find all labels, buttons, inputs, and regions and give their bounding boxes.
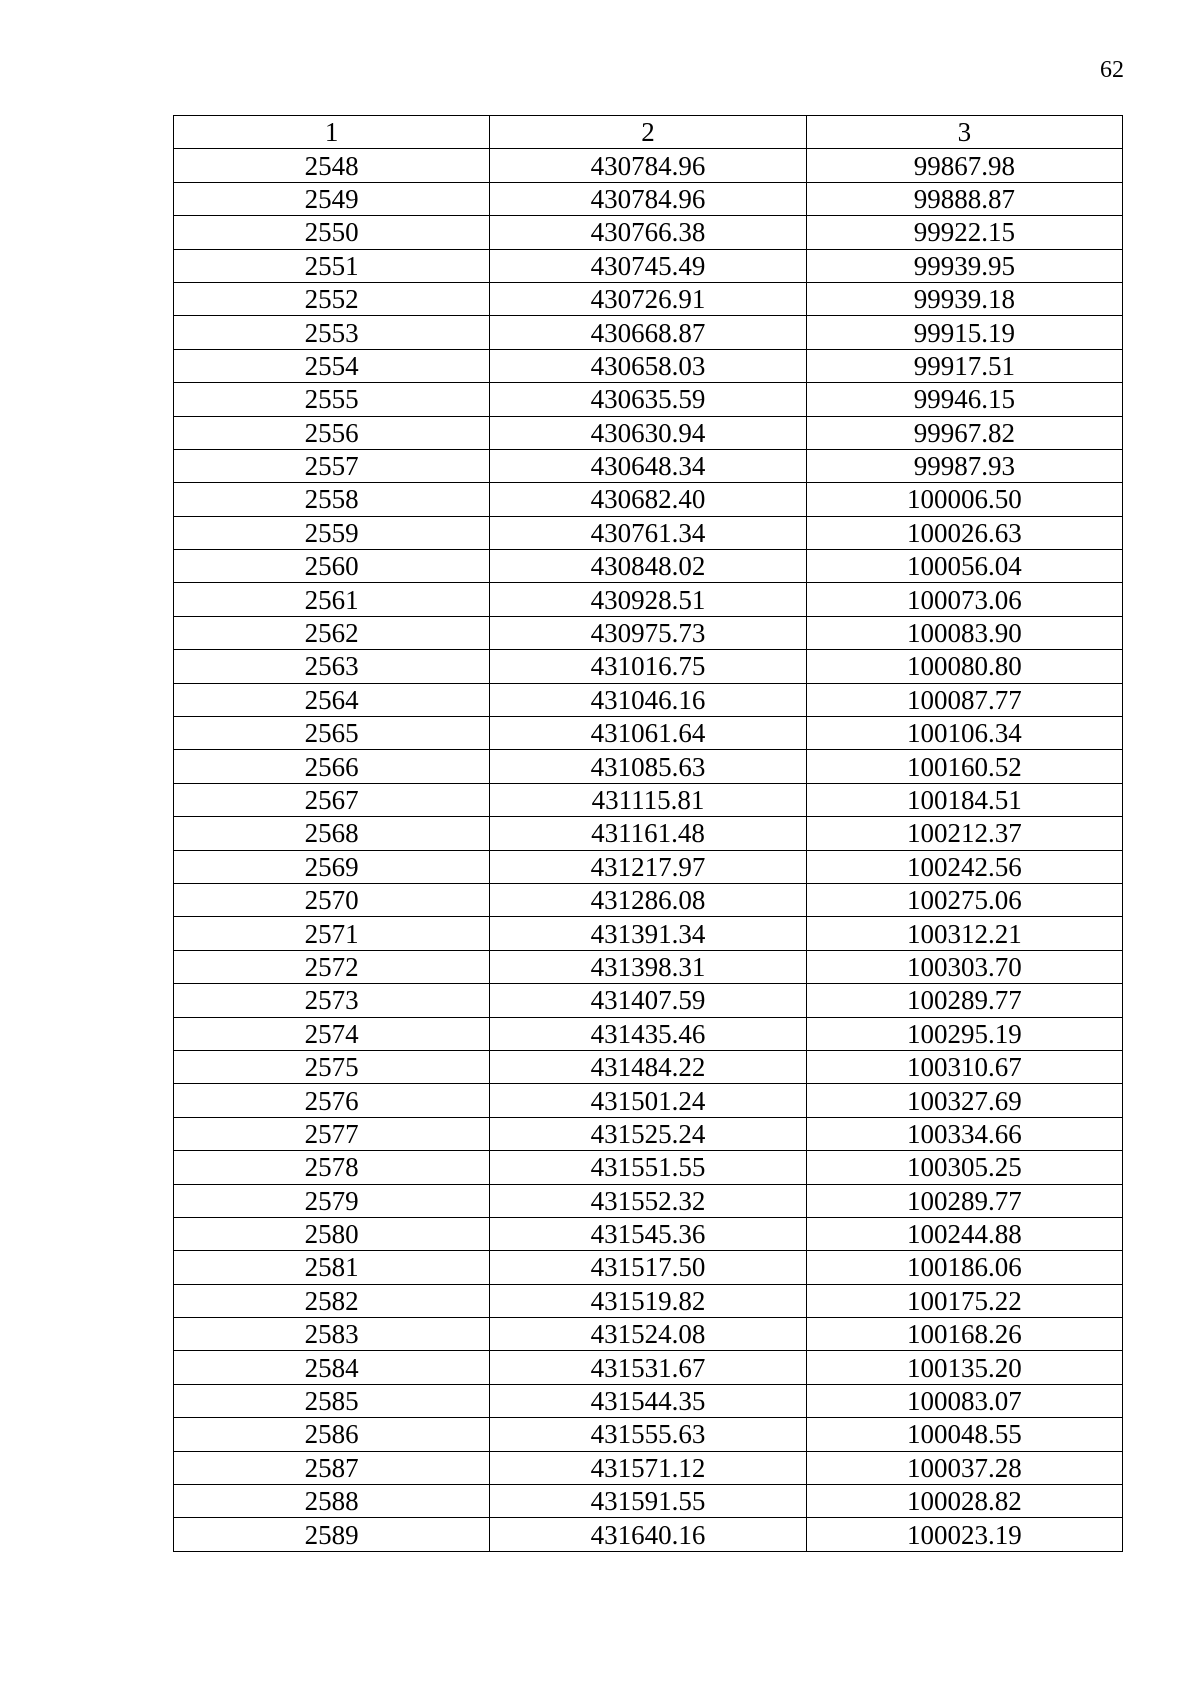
- table-cell-col-2: 431640.16: [490, 1518, 806, 1551]
- table-cell-col-2: 430761.34: [490, 516, 806, 549]
- table-row: [174, 817, 1123, 850]
- table-cell-col-2: 430784.96: [490, 182, 806, 215]
- table-row: [174, 483, 1123, 516]
- table-row: [174, 416, 1123, 449]
- table-row: [174, 282, 1123, 315]
- table-cell-col-3: 100327.69: [806, 1084, 1122, 1117]
- table-cell-col-2: 430648.34: [490, 449, 806, 482]
- table-cell-col-1: 2572: [174, 950, 490, 983]
- table-cell-col-1: 2550: [174, 216, 490, 249]
- table-cell-col-1: 2586: [174, 1418, 490, 1451]
- table-cell-col-1: 2581: [174, 1251, 490, 1284]
- table-cell-col-3: 100289.77: [806, 1184, 1122, 1217]
- table-row: [174, 1284, 1123, 1317]
- table-cell-col-2: 431398.31: [490, 950, 806, 983]
- table-cell-col-3: 100303.70: [806, 950, 1122, 983]
- table-cell-col-1: 2579: [174, 1184, 490, 1217]
- table-row: [174, 1184, 1123, 1217]
- table-cell-col-2: 431391.34: [490, 917, 806, 950]
- table-cell-col-1: 2567: [174, 783, 490, 816]
- table-cell-col-2: 431484.22: [490, 1050, 806, 1083]
- table-cell-col-3: 99939.18: [806, 282, 1122, 315]
- table-cell-col-1: 2559: [174, 516, 490, 549]
- page-number: 62: [1100, 57, 1124, 83]
- table-row: [174, 182, 1123, 215]
- table-cell-col-1: 2569: [174, 850, 490, 883]
- table-row: [174, 516, 1123, 549]
- table-cell-col-3: 99922.15: [806, 216, 1122, 249]
- table-cell-col-3: 99987.93: [806, 449, 1122, 482]
- column-header-3: 3: [806, 116, 1122, 149]
- table-cell-col-1: 2555: [174, 383, 490, 416]
- table-cell-col-1: 2548: [174, 149, 490, 182]
- table-row: [174, 984, 1123, 1017]
- table-cell-col-2: 431016.75: [490, 650, 806, 683]
- table-cell-col-3: 100106.34: [806, 717, 1122, 750]
- table-cell-col-1: 2549: [174, 182, 490, 215]
- table-cell-col-3: 100026.63: [806, 516, 1122, 549]
- table-cell-col-3: 100037.28: [806, 1451, 1122, 1484]
- table-row: [174, 650, 1123, 683]
- table-cell-col-2: 430745.49: [490, 249, 806, 282]
- table-cell-col-1: 2557: [174, 449, 490, 482]
- table-row: [174, 1485, 1123, 1518]
- table-cell-col-3: 99888.87: [806, 182, 1122, 215]
- table-cell-col-1: 2589: [174, 1518, 490, 1551]
- table-cell-col-1: 2564: [174, 683, 490, 716]
- table-row: [174, 583, 1123, 616]
- table-cell-col-1: 2551: [174, 249, 490, 282]
- table-row: [174, 1351, 1123, 1384]
- table-row: [174, 1151, 1123, 1184]
- table-cell-col-3: 100087.77: [806, 683, 1122, 716]
- table-row: [174, 1251, 1123, 1284]
- column-header-2: 2: [490, 116, 806, 149]
- table-header-row: [174, 116, 1123, 149]
- table-cell-col-3: 99946.15: [806, 383, 1122, 416]
- table-cell-col-2: 430635.59: [490, 383, 806, 416]
- table-cell-col-3: 99867.98: [806, 149, 1122, 182]
- table-cell-col-3: 100028.82: [806, 1485, 1122, 1518]
- table-cell-col-3: 100083.07: [806, 1384, 1122, 1417]
- table-cell-col-1: 2565: [174, 717, 490, 750]
- table-cell-col-3: 100160.52: [806, 750, 1122, 783]
- table-row: [174, 717, 1123, 750]
- column-header-1: 1: [174, 116, 490, 149]
- table-cell-col-3: 100073.06: [806, 583, 1122, 616]
- table-row: [174, 1084, 1123, 1117]
- table-cell-col-1: 2566: [174, 750, 490, 783]
- table-cell-col-2: 431217.97: [490, 850, 806, 883]
- table-cell-col-1: 2560: [174, 550, 490, 583]
- coordinates-table: [173, 115, 1123, 1552]
- table-cell-col-2: 431591.55: [490, 1485, 806, 1518]
- table-cell-col-2: 430928.51: [490, 583, 806, 616]
- table-row: [174, 383, 1123, 416]
- table-row: [174, 1050, 1123, 1083]
- table-cell-col-2: 431085.63: [490, 750, 806, 783]
- table-row: [174, 216, 1123, 249]
- table-cell-col-1: 2553: [174, 316, 490, 349]
- table-cell-col-1: 2562: [174, 616, 490, 649]
- table-row: [174, 616, 1123, 649]
- table-cell-col-2: 431061.64: [490, 717, 806, 750]
- table-row: [174, 883, 1123, 916]
- table-row: [174, 149, 1123, 182]
- table-cell-col-3: 100295.19: [806, 1017, 1122, 1050]
- table-cell-col-2: 431524.08: [490, 1318, 806, 1351]
- table-row: [174, 1217, 1123, 1250]
- table-cell-col-2: 430682.40: [490, 483, 806, 516]
- table-cell-col-2: 430848.02: [490, 550, 806, 583]
- table-cell-col-1: 2578: [174, 1151, 490, 1184]
- table-cell-col-2: 431571.12: [490, 1451, 806, 1484]
- table-row: [174, 1117, 1123, 1150]
- table-cell-col-1: 2573: [174, 984, 490, 1017]
- table-cell-col-1: 2576: [174, 1084, 490, 1117]
- table-cell-col-2: 430658.03: [490, 349, 806, 382]
- table-cell-col-1: 2571: [174, 917, 490, 950]
- table-cell-col-2: 430630.94: [490, 416, 806, 449]
- table-cell-col-1: 2574: [174, 1017, 490, 1050]
- table-cell-col-3: 100056.04: [806, 550, 1122, 583]
- table-cell-col-2: 431551.55: [490, 1151, 806, 1184]
- table-row: [174, 1017, 1123, 1050]
- table-row: [174, 550, 1123, 583]
- table-cell-col-3: 100006.50: [806, 483, 1122, 516]
- table-cell-col-2: 431525.24: [490, 1117, 806, 1150]
- table-cell-col-2: 431517.50: [490, 1251, 806, 1284]
- table-cell-col-2: 431519.82: [490, 1284, 806, 1317]
- table-cell-col-2: 431115.81: [490, 783, 806, 816]
- table-cell-col-3: 100310.67: [806, 1050, 1122, 1083]
- table-cell-col-2: 431501.24: [490, 1084, 806, 1117]
- table-cell-col-3: 100080.80: [806, 650, 1122, 683]
- table-cell-col-1: 2584: [174, 1351, 490, 1384]
- table-cell-col-2: 430766.38: [490, 216, 806, 249]
- table-cell-col-3: 100023.19: [806, 1518, 1122, 1551]
- table-cell-col-2: 431531.67: [490, 1351, 806, 1384]
- table-row: [174, 1451, 1123, 1484]
- table-cell-col-1: 2556: [174, 416, 490, 449]
- table-cell-col-3: 100168.26: [806, 1318, 1122, 1351]
- table-cell-col-1: 2580: [174, 1217, 490, 1250]
- table-cell-col-1: 2568: [174, 817, 490, 850]
- table-row: [174, 850, 1123, 883]
- table-row: [174, 1318, 1123, 1351]
- table-cell-col-3: 100175.22: [806, 1284, 1122, 1317]
- table-cell-col-3: 100305.25: [806, 1151, 1122, 1184]
- table-cell-col-1: 2563: [174, 650, 490, 683]
- table-cell-col-1: 2577: [174, 1117, 490, 1150]
- table-cell-col-3: 100184.51: [806, 783, 1122, 816]
- table-cell-col-2: 430975.73: [490, 616, 806, 649]
- table-row: [174, 683, 1123, 716]
- table-cell-col-3: 99967.82: [806, 416, 1122, 449]
- table-row: [174, 349, 1123, 382]
- table-cell-col-1: 2552: [174, 282, 490, 315]
- table-cell-col-1: 2554: [174, 349, 490, 382]
- table-cell-col-1: 2570: [174, 883, 490, 916]
- table-cell-col-1: 2587: [174, 1451, 490, 1484]
- table-cell-col-2: 431545.36: [490, 1217, 806, 1250]
- table-cell-col-1: 2558: [174, 483, 490, 516]
- table-row: [174, 449, 1123, 482]
- table-cell-col-3: 100244.88: [806, 1217, 1122, 1250]
- table-cell-col-2: 431435.46: [490, 1017, 806, 1050]
- table-cell-col-2: 431161.48: [490, 817, 806, 850]
- table-cell-col-3: 99917.51: [806, 349, 1122, 382]
- table-body: [174, 149, 1123, 1551]
- table-cell-col-2: 431046.16: [490, 683, 806, 716]
- table-row: [174, 783, 1123, 816]
- table-row: [174, 1518, 1123, 1551]
- table-cell-col-1: 2582: [174, 1284, 490, 1317]
- table-cell-col-2: 430726.91: [490, 282, 806, 315]
- table-cell-col-1: 2588: [174, 1485, 490, 1518]
- table-cell-col-3: 100048.55: [806, 1418, 1122, 1451]
- table-cell-col-3: 99939.95: [806, 249, 1122, 282]
- table-cell-col-3: 100334.66: [806, 1117, 1122, 1150]
- table-row: [174, 316, 1123, 349]
- table-cell-col-2: 431555.63: [490, 1418, 806, 1451]
- table-row: [174, 1384, 1123, 1417]
- table-cell-col-3: 100212.37: [806, 817, 1122, 850]
- table-row: [174, 249, 1123, 282]
- table-cell-col-3: 99915.19: [806, 316, 1122, 349]
- table-cell-col-2: 431286.08: [490, 883, 806, 916]
- table-cell-col-2: 430668.87: [490, 316, 806, 349]
- table-cell-col-1: 2585: [174, 1384, 490, 1417]
- table-cell-col-3: 100275.06: [806, 883, 1122, 916]
- table-cell-col-2: 431407.59: [490, 984, 806, 1017]
- table-cell-col-2: 430784.96: [490, 149, 806, 182]
- table-row: [174, 950, 1123, 983]
- table-row: [174, 1418, 1123, 1451]
- table-cell-col-1: 2561: [174, 583, 490, 616]
- table-cell-col-1: 2575: [174, 1050, 490, 1083]
- table-cell-col-1: 2583: [174, 1318, 490, 1351]
- table-row: [174, 917, 1123, 950]
- table-cell-col-2: 431552.32: [490, 1184, 806, 1217]
- table-row: [174, 750, 1123, 783]
- table-cell-col-2: 431544.35: [490, 1384, 806, 1417]
- table-cell-col-3: 100242.56: [806, 850, 1122, 883]
- table-cell-col-3: 100289.77: [806, 984, 1122, 1017]
- table-cell-col-3: 100312.21: [806, 917, 1122, 950]
- table-cell-col-3: 100083.90: [806, 616, 1122, 649]
- table-cell-col-3: 100135.20: [806, 1351, 1122, 1384]
- table-cell-col-3: 100186.06: [806, 1251, 1122, 1284]
